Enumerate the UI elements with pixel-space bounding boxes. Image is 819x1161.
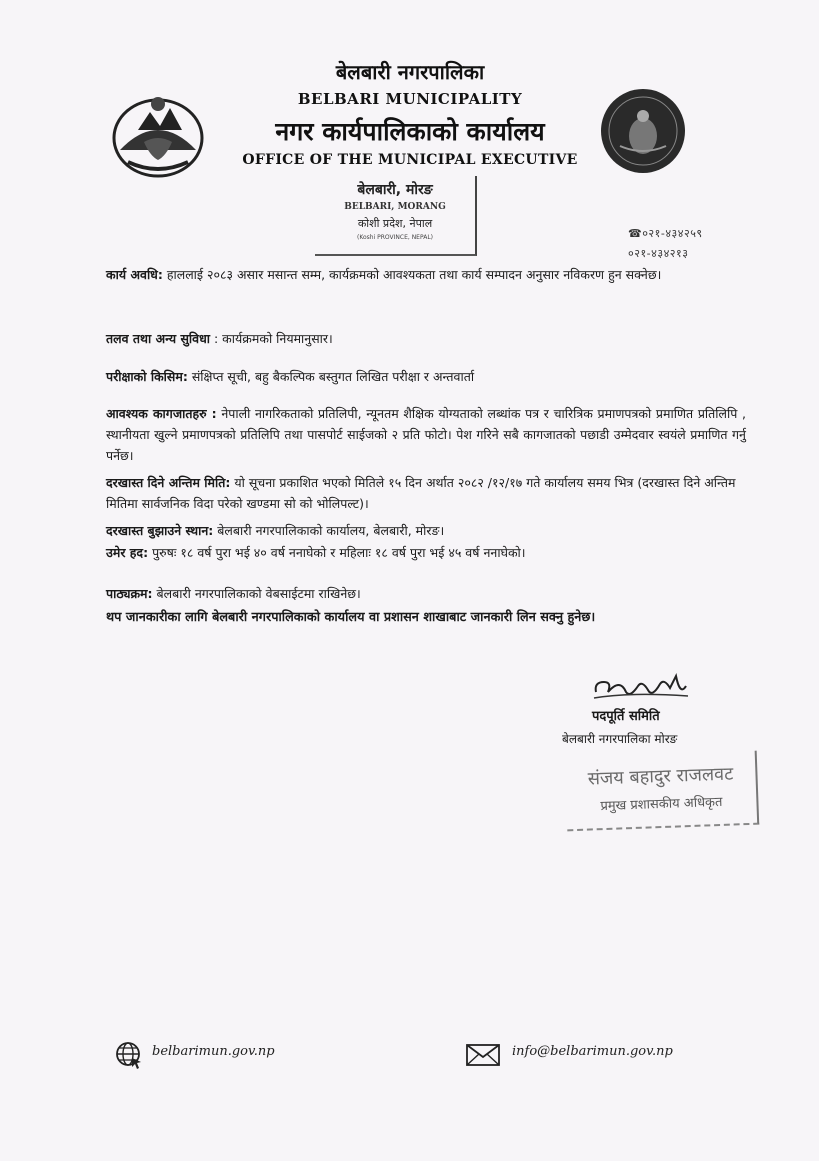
syllabus-paragraph: [106, 583, 746, 604]
syllabus-label: पाठ्यक्रम:: [106, 586, 153, 601]
committee-title: पदपूर्ति समिति: [592, 709, 660, 724]
address-line-2: BELBARI, MORANG: [344, 202, 446, 212]
officer-designation: प्रमुख प्रशासकीय अधिकृत: [600, 794, 723, 815]
deadline-text: यो सूचना प्रकाशित भएको मितिले १५ दिन अर्थात २०८२ /१२/१७ गते कार्यालय समय भित्र (दरखास्त दिने अन्तिम मितिमा सार्वजनिक विदा परेको खण्डमा सो को भोलिपल्ट)।: [106, 475, 736, 511]
required-documents-paragraph: [106, 403, 746, 466]
deadline-paragraph: [106, 472, 746, 514]
mail-icon: [466, 1044, 500, 1066]
salary-text: : कार्यक्रमको नियमानुसार।: [214, 331, 333, 346]
exam-type-label: परीक्षाको किसिम:: [106, 369, 188, 384]
submission-place-text: बेलबारी नगरपालिकाको कार्यालय, बेलबारी, मोरङ।: [217, 523, 445, 538]
syllabus-text: बेलबारी नगरपालिकाको वेबसाईटमा राखिनेछ।: [156, 586, 361, 601]
required-documents-label: आवश्यक कागजातहरु :: [106, 406, 217, 421]
globe-icon: [114, 1040, 144, 1070]
municipality-name-np: बेलबारी नगरपालिका: [335, 60, 485, 84]
salary-paragraph: [106, 328, 746, 349]
municipality-logo-icon: [598, 86, 688, 176]
submission-place-label: दरखास्त बुझाउने स्थान:: [106, 523, 214, 538]
address-stamp: [315, 176, 477, 256]
municipality-name-en: BELBARI MUNICIPALITY: [297, 90, 523, 108]
address-line-1: बेलबारी, मोरङ: [357, 182, 433, 198]
age-limit-label: उमेर हद:: [106, 545, 149, 560]
work-duration-text: हाललाई २०८३ असार मसान्त सम्म, कार्यक्रमको आवश्यकता तथा कार्य सम्पादन अनुसार नविकरण हुन सक्नेछ।: [166, 267, 662, 282]
office-name-np: नगर कार्यपालिकाको कार्यालय: [275, 117, 545, 146]
signature-icon: [590, 668, 700, 706]
work-duration-paragraph: [106, 264, 746, 285]
work-duration-label: कार्य अवधि:: [106, 267, 163, 282]
address-line-3: कोशी प्रदेश, नेपाल: [357, 217, 433, 230]
committee-org: बेलबारी नगरपालिका मोरङ: [562, 732, 678, 746]
salary-label: तलव तथा अन्य सुविधा: [106, 331, 211, 346]
age-limit-paragraph: [106, 542, 746, 563]
age-limit-text: पुरुषः १८ वर्ष पुरा भई ४० वर्ष ननाघेको र महिलाः १८ वर्ष पुरा भई ४५ वर्ष ननाघेको।: [152, 545, 526, 560]
exam-type-paragraph: [106, 366, 746, 387]
officer-name: संजय बहादुर राजलवट: [587, 763, 734, 790]
deadline-label: दरखास्त दिने अन्तिम मिति:: [106, 475, 231, 490]
phone-number-2: ०२१-४३४२१३: [628, 247, 689, 260]
exam-type-text: संक्षिप्त सूची, बहु बैकल्पिक बस्तुगत लिखित परीक्षा र अन्तवार्ता: [191, 369, 475, 384]
address-line-4: (Koshi PROVINCE, NEPAL): [356, 234, 433, 241]
office-name-en: OFFICE OF THE MUNICIPAL EXECUTIVE: [242, 152, 578, 168]
required-documents-text: नेपाली नागरिकताको प्रतिलिपी, न्यूनतम शैक्षिक योग्यताको लब्धांक पत्र र चारित्रिक प्रमाणपत्रको प्रमाणित प्रतिलिपि , स्थानीयता खुल्ने प्रमाणपत्रको प्रतिलिपि तथा पासपोर्ट साईजको २ प्रति फोटो। पेश गरिने सबै कागजातको पछाडी उम्मेदवार स्वयंले प्रमाणित गर्नु पर्नेछ।: [106, 406, 746, 463]
more-info-paragraph: थप जानकारीका लागि बेलबारी नगरपालिकाको कार्यालय वा प्रशासन शाखाबाट जानकारी लिन सक्नु हुनेछ।: [106, 610, 596, 625]
website-link[interactable]: belbarimun.gov.np: [152, 1044, 275, 1059]
nepal-emblem-icon: [108, 90, 208, 180]
email-link[interactable]: info@belbarimun.gov.np: [512, 1044, 673, 1059]
phone-number-1: ☎०२१-४३४२५९: [628, 227, 703, 240]
officer-stamp: [565, 751, 759, 832]
submission-place-paragraph: [106, 520, 746, 541]
